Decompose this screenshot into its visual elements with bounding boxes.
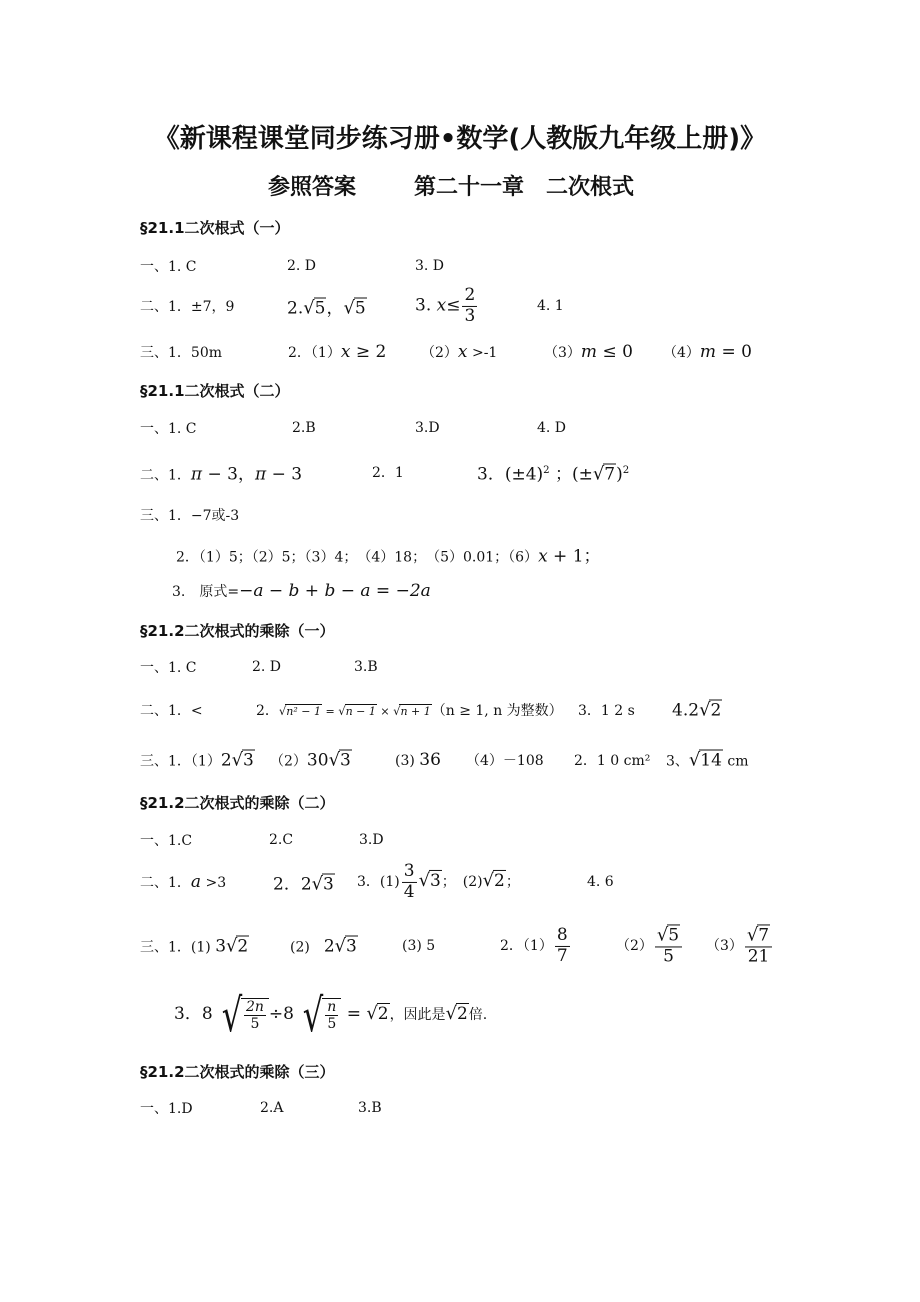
unit: cm bbox=[722, 753, 749, 770]
answer-line bbox=[140, 740, 840, 780]
subtitle-answers: 参照答案 bbox=[268, 175, 357, 200]
operator: = bbox=[321, 705, 339, 718]
answer-label: 三、1．−7或-3 bbox=[140, 508, 240, 524]
fraction bbox=[402, 862, 417, 902]
answer-line bbox=[140, 246, 840, 286]
answer-item: 3.B bbox=[358, 1100, 382, 1116]
coefficient: 3．8 bbox=[174, 1004, 213, 1024]
expression: ≤ 0 bbox=[597, 342, 633, 362]
answer-item: 4. 6 bbox=[587, 874, 614, 890]
answer-label bbox=[140, 460, 302, 485]
section-heading: §21.1二次根式（一） bbox=[140, 219, 290, 237]
answer-item: 2．1 0 cm² bbox=[574, 753, 651, 769]
sqrt-expression: √2 bbox=[445, 1003, 468, 1024]
denominator: 5 bbox=[663, 946, 674, 966]
answer-line bbox=[140, 534, 840, 574]
answer-item: 4. 1 bbox=[537, 298, 564, 314]
answer-item: 2．1 bbox=[372, 465, 404, 481]
answer-item bbox=[357, 862, 520, 902]
item-number: 2．（1） bbox=[500, 938, 553, 954]
answer-line bbox=[140, 452, 840, 492]
radicand: 2 bbox=[377, 1004, 389, 1024]
answer-item: 2. D bbox=[287, 258, 317, 274]
answer-item bbox=[140, 936, 249, 957]
sqrt-expression: √3 bbox=[231, 749, 254, 771]
answer-label: 一、1.C bbox=[140, 833, 193, 849]
expression: −a − b + b − a = −2a bbox=[239, 581, 431, 601]
answer-label: 一、1.D bbox=[140, 1101, 193, 1117]
sqrt-expression: √2 bbox=[482, 870, 505, 891]
item-number: 3. bbox=[415, 295, 432, 316]
section-heading: §21.2二次根式的乘除（三） bbox=[140, 1063, 335, 1081]
sqrt-expression: √n + 1 bbox=[393, 704, 431, 718]
radicand: 3 bbox=[339, 750, 351, 771]
radicand: 5 bbox=[354, 298, 366, 319]
coefficient: 2 bbox=[688, 700, 700, 721]
separator: ； bbox=[549, 464, 573, 485]
coefficient: 2 bbox=[323, 936, 335, 957]
sqrt-expression: √ $\frac{2n}{5}$ bbox=[213, 992, 269, 1038]
answer-line bbox=[140, 1088, 840, 1128]
answer-line bbox=[140, 408, 840, 448]
separator: ， bbox=[326, 298, 344, 319]
sqrt-expression: √5 bbox=[303, 297, 326, 319]
answer-label: 一、1. C bbox=[140, 259, 197, 275]
answer-item: 3.D bbox=[359, 832, 384, 848]
sqrt-expression: √2 bbox=[366, 1003, 389, 1024]
sqrt-expression: √n² − 1 bbox=[278, 704, 321, 718]
section-heading: §21.2二次根式的乘除（一） bbox=[140, 622, 335, 640]
sqrt-identity bbox=[279, 705, 432, 718]
radicand: n² − 1 bbox=[286, 705, 321, 718]
answer-line bbox=[140, 286, 840, 326]
item-number: （2） bbox=[270, 753, 307, 770]
radicand: 5 bbox=[314, 298, 326, 319]
item-number: （3） bbox=[544, 345, 581, 361]
radicand: 5 bbox=[668, 925, 680, 946]
expression: (± bbox=[572, 464, 593, 485]
sqrt-expression: √5 bbox=[343, 297, 366, 319]
answer-label: 一、1. C bbox=[140, 660, 197, 676]
radicand bbox=[241, 998, 269, 1032]
answer-item bbox=[140, 750, 255, 771]
sqrt-expression: √3 bbox=[334, 935, 357, 957]
expression: + 1； bbox=[547, 546, 601, 567]
answer-label: 二、1．< bbox=[140, 703, 203, 719]
condition: （n ≥ 1, n 为整数） bbox=[431, 703, 563, 719]
coefficient: 30 bbox=[306, 750, 329, 771]
radicand: 3 bbox=[323, 874, 334, 895]
separator: ； bbox=[505, 874, 520, 890]
exponent: 2 bbox=[622, 464, 630, 476]
pi-symbol: π bbox=[190, 464, 203, 485]
denominator: 3 bbox=[464, 305, 476, 326]
fraction bbox=[462, 286, 477, 326]
answer-item bbox=[270, 750, 352, 771]
variable: a bbox=[190, 872, 202, 892]
sqrt-expression: √14 bbox=[688, 749, 722, 771]
item-number: （4） bbox=[663, 345, 700, 361]
numerator bbox=[745, 925, 772, 947]
radicand: 2 bbox=[237, 936, 249, 957]
answer-item: （4）－108 bbox=[466, 753, 544, 769]
answer-line bbox=[140, 922, 840, 970]
item-number: (3) bbox=[395, 753, 415, 769]
answer-label: 三、1．（1） bbox=[140, 753, 221, 770]
answer-item bbox=[395, 750, 441, 770]
answer-item bbox=[706, 925, 774, 966]
sqrt-expression: √3 bbox=[311, 873, 334, 895]
answer-line bbox=[140, 495, 840, 535]
answer-item bbox=[176, 542, 601, 567]
answer-item bbox=[421, 342, 497, 362]
sqrt-expression: √7 bbox=[592, 463, 616, 485]
coefficient: 2 bbox=[220, 750, 232, 771]
answer-item bbox=[273, 870, 335, 895]
answer-item bbox=[663, 342, 752, 362]
radicand: 14 bbox=[700, 750, 722, 771]
answer-item bbox=[666, 750, 749, 771]
coefficient: 3 bbox=[215, 936, 227, 957]
numerator bbox=[655, 925, 682, 947]
sqrt-expression: √2 bbox=[699, 699, 722, 721]
radicand: 2 bbox=[494, 871, 505, 891]
fraction bbox=[244, 999, 266, 1032]
answer-item: 2.C bbox=[269, 832, 294, 848]
answer-line bbox=[140, 820, 840, 860]
expression: 2．（1）5；（2）5；（3）4； （4）18； （5）0.01；（6） bbox=[176, 549, 539, 566]
expression: − 3， bbox=[202, 464, 255, 485]
variable: x bbox=[538, 546, 548, 567]
numerator: 3 bbox=[403, 860, 415, 881]
answer-item bbox=[290, 936, 358, 957]
answer-item bbox=[174, 988, 488, 1042]
separator: ； bbox=[441, 874, 449, 890]
answer-line bbox=[140, 988, 840, 1042]
variable: x bbox=[457, 342, 468, 362]
radicand: 7 bbox=[758, 925, 770, 946]
variable: x bbox=[436, 295, 447, 316]
item-number: 3、 bbox=[666, 753, 689, 770]
item-number: 3．(1) bbox=[357, 874, 400, 890]
numerator: 2n bbox=[245, 999, 264, 1015]
item-number: （2） bbox=[421, 345, 458, 361]
sqrt-expression: √ $\frac{n}{5}$ bbox=[294, 992, 341, 1038]
expression: = 0 bbox=[716, 342, 752, 362]
radicand: n + 1 bbox=[400, 705, 431, 718]
item-number: （2） bbox=[616, 938, 653, 954]
operator: ÷8 bbox=[268, 1004, 294, 1024]
item-number: 2．（1） bbox=[288, 345, 341, 361]
numerator: 2 bbox=[464, 284, 476, 305]
item-number: 2． bbox=[273, 874, 301, 895]
sqrt-expression: √n − 1 bbox=[338, 704, 376, 718]
answer-line bbox=[140, 571, 840, 611]
answer-item: (3) 5 bbox=[402, 938, 436, 954]
answer-item: 3.B bbox=[354, 659, 378, 675]
answer-item bbox=[287, 294, 367, 319]
answer-item bbox=[477, 460, 629, 485]
numerator: n bbox=[327, 999, 337, 1015]
operator: = bbox=[341, 1004, 367, 1024]
expression: >-1 bbox=[467, 345, 498, 361]
answer-item: 4. D bbox=[537, 420, 567, 436]
expression: ≥ 2 bbox=[350, 342, 387, 362]
radicand: 2 bbox=[456, 1004, 468, 1024]
answer-item bbox=[616, 925, 684, 966]
sqrt-expression: √2 bbox=[226, 935, 249, 957]
answer-label: 一、1. C bbox=[140, 421, 197, 437]
answer-item: 3．1 2 s bbox=[578, 703, 635, 719]
radicand: 3 bbox=[243, 750, 254, 771]
fraction bbox=[325, 999, 338, 1032]
denominator: 21 bbox=[747, 946, 770, 966]
answer-item bbox=[172, 581, 431, 601]
numerator: 8 bbox=[556, 924, 568, 945]
variable: x bbox=[340, 342, 351, 362]
denominator: 5 bbox=[327, 1016, 337, 1033]
item-number: (2) bbox=[290, 939, 310, 956]
denominator: 7 bbox=[556, 945, 568, 966]
coefficient: 2 bbox=[300, 874, 312, 895]
conclusion-text: 倍. bbox=[468, 1007, 488, 1023]
answer-item: 2.A bbox=[260, 1100, 284, 1116]
variable: m bbox=[699, 342, 717, 362]
answer-value: 36 bbox=[419, 750, 441, 770]
subtitle-chapter: 第二十一章 二次根式 bbox=[414, 175, 635, 200]
answer-item bbox=[288, 342, 386, 362]
denominator: 4 bbox=[403, 881, 415, 902]
radicand: 3 bbox=[346, 936, 357, 957]
denominator: 5 bbox=[250, 1016, 260, 1033]
fraction bbox=[655, 925, 682, 966]
answer-item bbox=[256, 700, 563, 720]
answer-line bbox=[140, 690, 840, 730]
expression: − 3 bbox=[266, 464, 303, 485]
answer-label: 二、1． bbox=[140, 875, 191, 891]
conclusion-text: ，因此是 bbox=[389, 1007, 446, 1023]
exponent: 2 bbox=[543, 464, 550, 476]
expression: >3 bbox=[201, 875, 227, 891]
answer-item: 2.B bbox=[292, 420, 316, 436]
variable: m bbox=[580, 342, 598, 362]
answer-item: 3. D bbox=[415, 258, 445, 274]
sqrt-expression: √5 bbox=[656, 924, 680, 946]
expression: 3．(±4) bbox=[477, 464, 544, 485]
answer-label: 二、1．±7，9 bbox=[140, 299, 235, 315]
radicand: 2 bbox=[710, 700, 722, 721]
answer-item: 3.D bbox=[415, 420, 440, 436]
operator: ≤ bbox=[446, 295, 461, 316]
radicand: n − 1 bbox=[345, 705, 376, 718]
fraction bbox=[745, 925, 772, 966]
section-heading: §21.2二次根式的乘除（二） bbox=[140, 794, 335, 812]
document-title: 《新课程课堂同步练习册•数学(人教版九年级上册)》 bbox=[153, 124, 767, 154]
answer-item bbox=[500, 926, 572, 966]
answer-item: 2. D bbox=[252, 659, 282, 675]
radicand bbox=[322, 998, 341, 1032]
sqrt-expression: √3 bbox=[418, 870, 441, 891]
answer-line bbox=[140, 647, 840, 687]
answer-item bbox=[544, 342, 633, 362]
item-number: 2. bbox=[287, 298, 304, 319]
sqrt-expression: √3 bbox=[328, 749, 351, 771]
radicand: 7 bbox=[604, 464, 616, 485]
item-number: (2) bbox=[462, 874, 483, 890]
expression: 3. 原式= bbox=[172, 584, 240, 600]
fraction bbox=[555, 926, 570, 966]
answer-label-text: 二、1． bbox=[140, 467, 191, 484]
pi-symbol: π bbox=[254, 464, 267, 485]
answer-item bbox=[140, 872, 226, 892]
answer-label: 三、1．50m bbox=[140, 345, 222, 361]
answer-label: 三、1．(1) bbox=[140, 939, 211, 956]
expression: ) bbox=[616, 464, 623, 485]
answer-item bbox=[415, 286, 479, 326]
answer-item bbox=[672, 700, 722, 721]
answer-line bbox=[140, 862, 840, 902]
item-number: （3） bbox=[706, 938, 743, 954]
radicand: 3 bbox=[429, 871, 441, 891]
operator: × bbox=[376, 705, 394, 718]
item-number: 2． bbox=[256, 703, 279, 719]
sqrt-expression: √7 bbox=[746, 924, 770, 946]
item-number: 4. bbox=[672, 700, 689, 721]
answer-line bbox=[140, 332, 840, 372]
section-heading: §21.1二次根式（二） bbox=[140, 382, 290, 400]
